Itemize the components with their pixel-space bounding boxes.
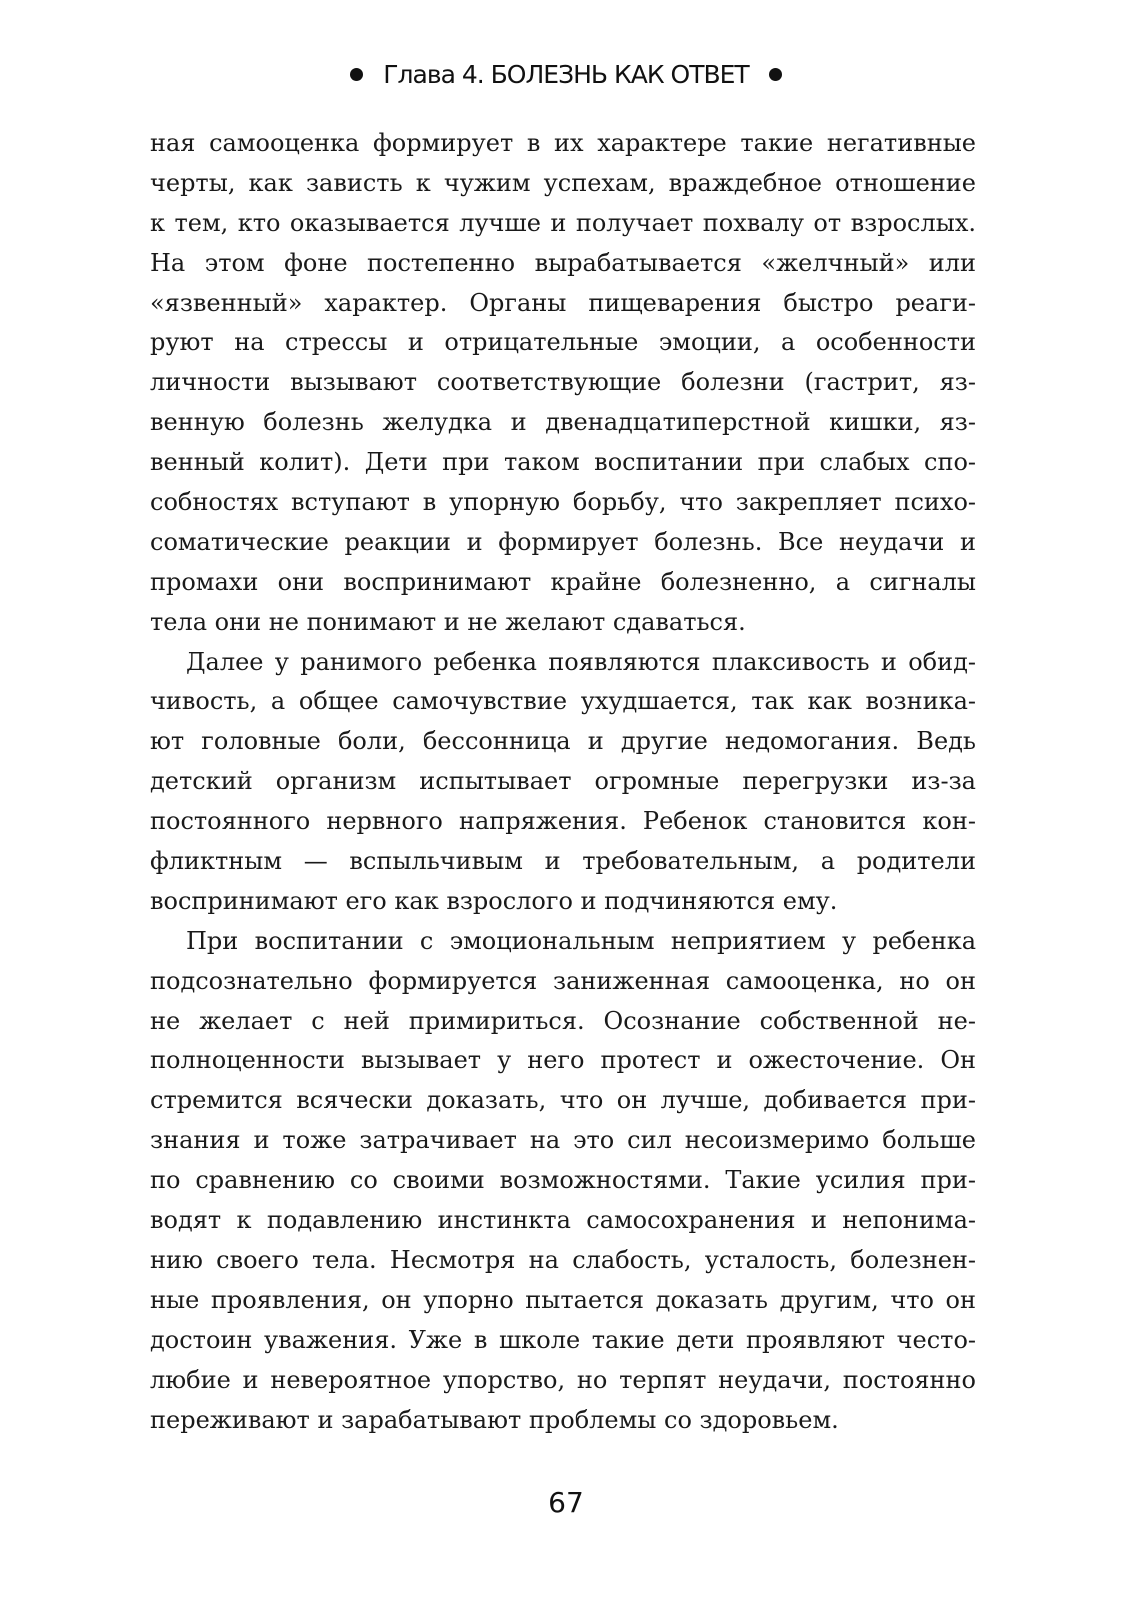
text-line: Далее у ранимого ребенка появляются плаксивость и обид- [186, 647, 976, 676]
text-line: по сравнению со своими возможностями. Такие усилия при- [150, 1166, 976, 1195]
text-line: нию своего тела. Несмотря на слабость, усталость, болезнен- [150, 1245, 976, 1274]
text-line: стремится всячески доказать, что он лучше, добивается при- [150, 1086, 976, 1115]
text-line: полноценности вызывает у него протест и ожесточение. Он [150, 1046, 976, 1075]
text-line: венный колит). Дети при таком воспитании при слабых спо- [150, 448, 976, 477]
body-text [150, 124, 976, 1440]
text-line: руют на стрессы и отрицательные эмоции, а особенности [150, 328, 976, 357]
text-line: к тем, кто оказывается лучше и получает похвалу от взрослых. [150, 208, 976, 237]
text-line: промахи они воспринимают крайне болезненно, а сигналы [150, 567, 976, 596]
text-line: «язвенный» характер. Органы пищеварения быстро реаги- [150, 288, 976, 317]
text-line: знания и тоже затрачивает на это сил несоизмеримо больше [150, 1126, 976, 1155]
text-line: фликтным — вспыльчивым и требовательным, а родители [150, 847, 976, 876]
text-line: личности вызывают соответствующие болезни (гастрит, яз- [150, 368, 976, 397]
bullet-icon [350, 68, 363, 81]
text-line: чивость, а общее самочувствие ухудшается, так как возника- [150, 687, 976, 716]
text-line: водят к подавлению инстинкта самосохранения и непонима- [150, 1206, 976, 1235]
text-line: черты, как зависть к чужим успехам, враждебное отношение [150, 168, 976, 197]
text-line: детский организм испытывает огромные перегрузки из-за [150, 767, 976, 796]
bullet-icon [769, 68, 782, 81]
running-header [0, 56, 1132, 92]
text-line: подсознательно формируется заниженная самооценка, но он [150, 966, 976, 995]
text-line: тела они не понимают и не желают сдаваться. [150, 607, 746, 636]
text-line: любие и невероятное упорство, но терпят неудачи, постоянно [150, 1365, 976, 1394]
chapter-title: Глава 4. БОЛЕЗНЬ КАК ОТВЕТ [383, 59, 749, 89]
text-line: воспринимают его как взрослого и подчиняются ему. [150, 886, 838, 915]
text-line: постоянного нервного напряжения. Ребенок становится кон- [150, 807, 976, 836]
text-line: собностях вступают в упорную борьбу, что закрепляет психо- [150, 488, 976, 517]
text-line: ные проявления, он упорно пытается доказать другим, что он [150, 1285, 976, 1314]
text-line: ная самооценка формирует в их характере такие негативные [150, 129, 976, 157]
text-line: венную болезнь желудка и двенадцатиперстной кишки, яз- [150, 408, 976, 437]
text-line: На этом фоне постепенно вырабатывается «желчный» или [150, 248, 976, 277]
text-line: При воспитании с эмоциональным неприятием у ребенка [186, 926, 976, 955]
text-line: не желает с ней примириться. Осознание собственной не- [150, 1006, 976, 1035]
page-number: 67 [548, 1486, 584, 1519]
text-line: ют головные боли, бессонница и другие недомогания. Ведь [150, 727, 976, 756]
text-line: переживают и зарабатывают проблемы со здоровьем. [150, 1405, 839, 1434]
text-line: достоин уважения. Уже в школе такие дети проявляют често- [150, 1325, 976, 1354]
text-line: соматические реакции и формирует болезнь. Все неудачи и [150, 527, 976, 556]
